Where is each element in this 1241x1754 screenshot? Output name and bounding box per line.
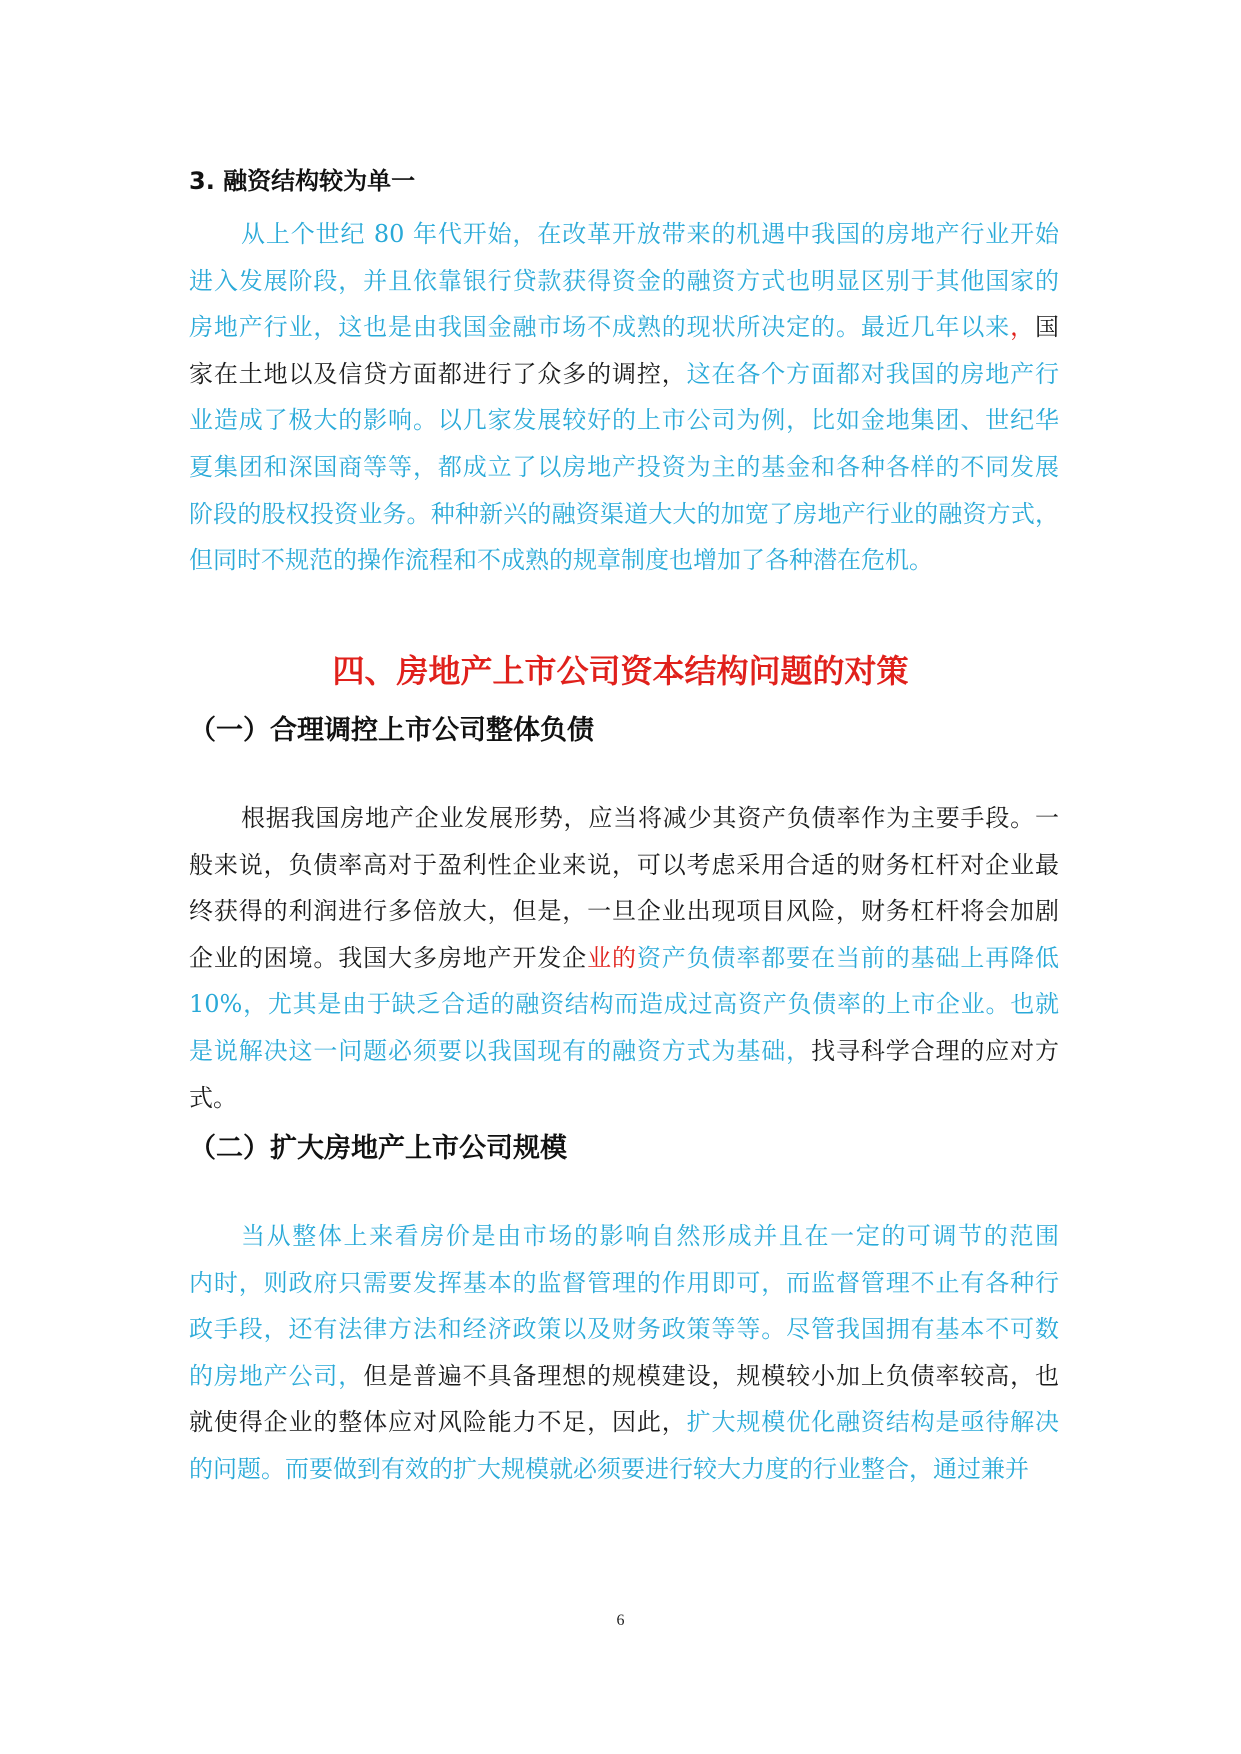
paragraph-financing-structure (189, 211, 1059, 584)
text-run: 但同时不规范的操作流程和不成熟的规章制度也增加了各种潜在危机。 (189, 546, 933, 575)
text-run: 是说解决这一问题必须要以我国现有的融资方式为基础， (189, 1036, 812, 1065)
paragraph-expand-scale (189, 1213, 1059, 1493)
section-title-countermeasures: 四、房地产上市公司资本结构问题的对策 (332, 652, 909, 690)
text-line (189, 491, 1059, 538)
text-line (189, 211, 1059, 258)
text-run: 资产负债率都要在当前的基础上再降低 (636, 943, 1060, 972)
heading-expand-scale: （二）扩大房地产上市公司规模 (189, 1133, 567, 1164)
text-run: 进入发展阶段，并且依靠银行贷款获得资金的融资方式也明显区别于其他国家的 (189, 266, 1059, 295)
text-run: 业的 (587, 943, 637, 972)
text-run: 夏集团和深国商等等，都成立了以房地产投资为主的基金和各种各样的不同发展 (189, 452, 1059, 481)
text-run: 这在各个方面都对我国的房地产行 (686, 359, 1060, 388)
text-line (189, 795, 1059, 842)
text-run: 根据我国房地产企业发展形势，应当将减少其资产负债率作为主要手段。一 (241, 804, 1059, 832)
text-run: 终获得的利润进行多倍放大，但是，一旦企业出现项目风险，财务杠杆将会加剧 (189, 897, 1059, 926)
text-line (189, 1260, 1059, 1307)
text-line (189, 935, 1059, 982)
text-run: 当从整体上来看房价是由市场的影响自然形成并且在一定的可调节的范围 (241, 1222, 1059, 1250)
text-run: 10%，尤其是由于缺乏合适的融资结构而造成过高资产负债率的上市企业。也就 (189, 990, 1059, 1019)
text-run: 企业的困境。我国大多房地产开发企 (189, 943, 588, 972)
text-line (189, 1446, 1059, 1493)
text-run: 家在土地以及信贷方面都进行了众多的调控， (189, 359, 687, 388)
text-run: 就使得企业的整体应对风险能力不足，因此， (189, 1408, 687, 1437)
paragraph-control-debt (189, 795, 1059, 1121)
text-run: 业造成了极大的影响。以几家发展较好的上市公司为例，比如金地集团、世纪华 (189, 406, 1059, 435)
subheading-financing-structure: 3. 融资结构较为单一 (189, 167, 416, 195)
text-run: 的问题。而要做到有效的扩大规模就必须要进行较大力度的行业整合，通过兼并 (189, 1454, 1029, 1483)
text-line (189, 304, 1059, 351)
text-run: 房地产行业，这也是由我国金融市场不成熟的现状所决定的。最近几年以来 (189, 313, 1011, 342)
text-run: 扩大规模优化融资结构是亟待解决 (686, 1408, 1060, 1437)
text-line (189, 351, 1059, 398)
text-run: 从上个世纪 80 年代开始，在改革开放带来的机遇中我国的房地产行业开始 (241, 220, 1059, 248)
text-run: 国 (1035, 313, 1060, 342)
text-run: 阶段的股权投资业务。种种新兴的融资渠道大大的加宽了房地产行业的融资方式， (189, 499, 1059, 528)
text-line (189, 537, 1059, 584)
text-run: 找寻科学合理的应对方 (811, 1036, 1060, 1065)
text-line (189, 981, 1059, 1028)
text-run: 政手段，还有法律方法和经济政策以及财务政策等等。尽管我国拥有基本不可数 (189, 1315, 1059, 1344)
text-line (189, 1399, 1059, 1446)
text-line (189, 397, 1059, 444)
text-line (189, 1213, 1059, 1260)
text-run: 式。 (189, 1083, 237, 1112)
heading-control-debt: （一）合理调控上市公司整体负债 (189, 715, 594, 746)
text-run: 般来说，负债率高对于盈利性企业来说，可以考虑采用合适的财务杠杆对企业最 (189, 850, 1059, 879)
text-line (189, 1353, 1059, 1400)
text-line (189, 1075, 1059, 1122)
text-run: 内时，则政府只需要发挥基本的监督管理的作用即可，而监督管理不止有各种行 (189, 1268, 1059, 1297)
text-line (189, 258, 1059, 305)
text-line (189, 444, 1059, 491)
text-line (189, 1028, 1059, 1075)
page-number: 6 (616, 1612, 625, 1629)
text-line (189, 842, 1059, 889)
text-run: ， (1010, 313, 1036, 342)
text-run: 的房地产公司， (189, 1361, 364, 1390)
text-run: 但是普遍不具备理想的规模建设，规模较小加上负债率较高，也 (363, 1361, 1060, 1390)
text-line (189, 888, 1059, 935)
text-line (189, 1306, 1059, 1353)
